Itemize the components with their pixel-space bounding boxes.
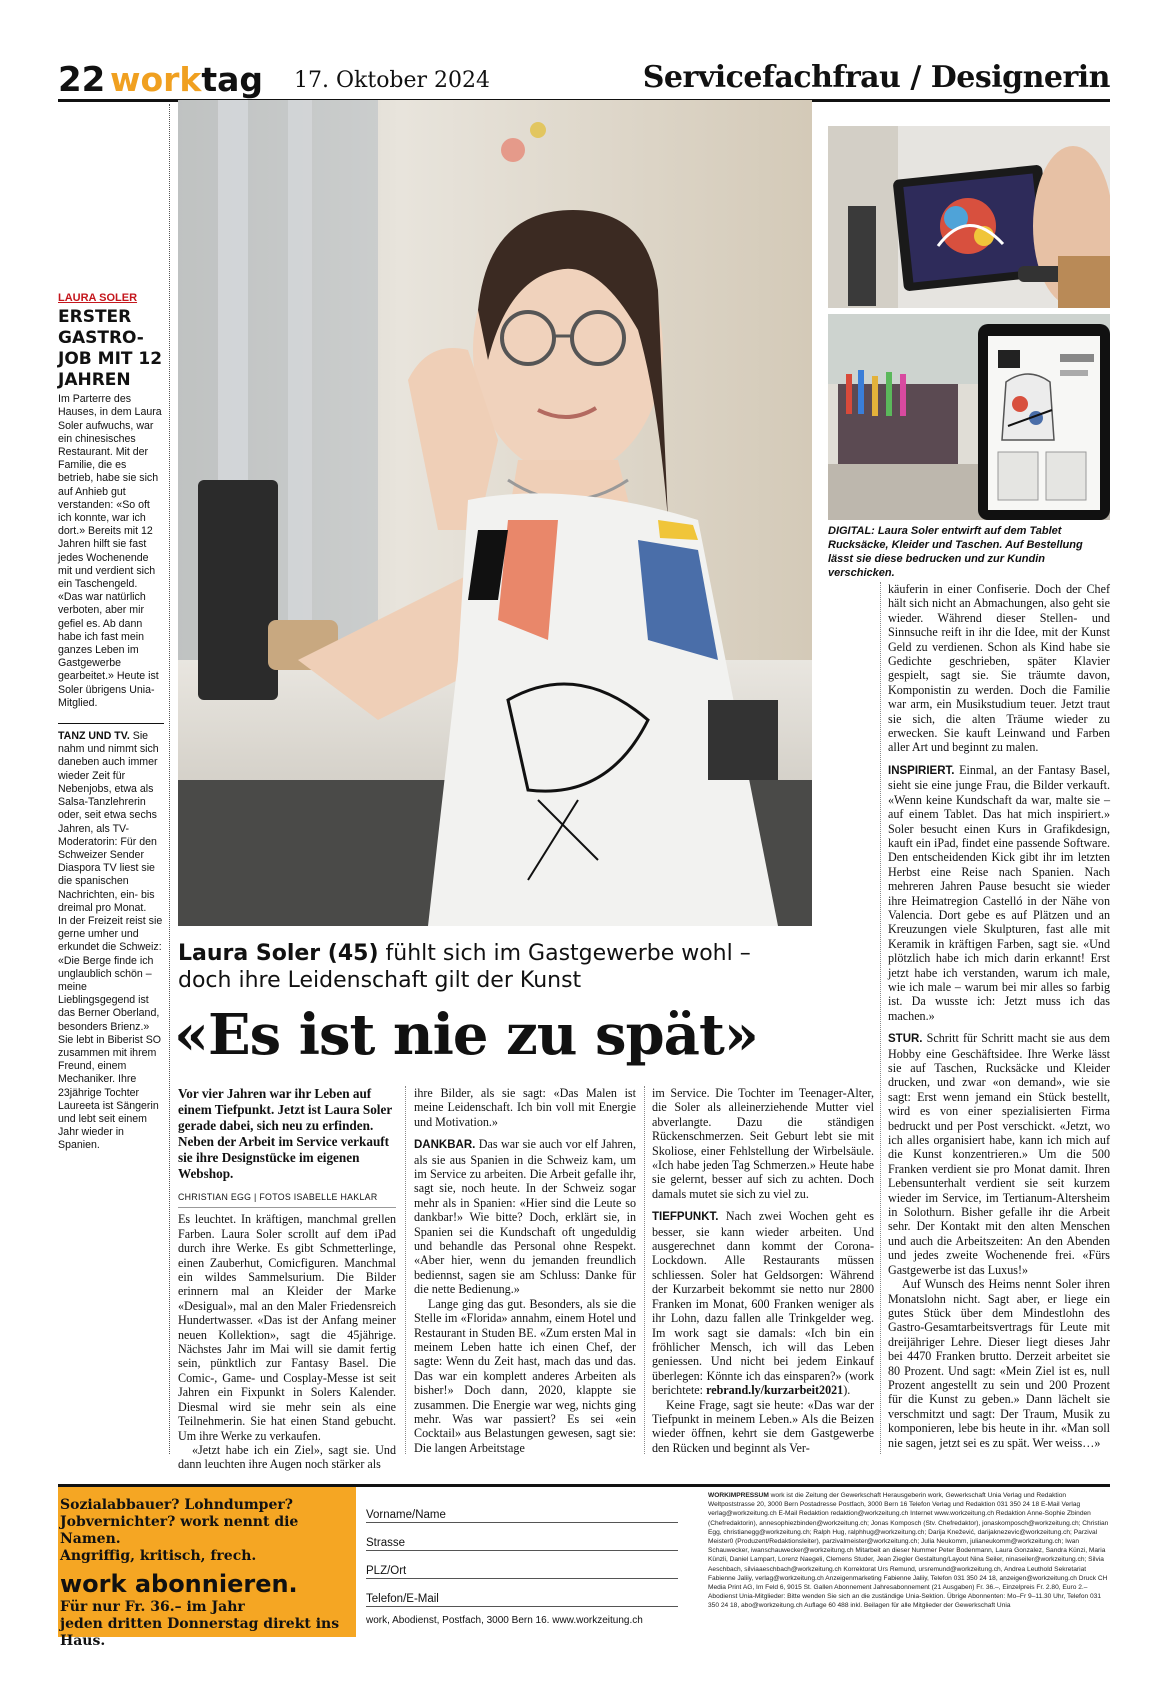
section-title: Servicefachfrau / Designerin (642, 60, 1110, 95)
paragraph: DANKBAR. Das war sie auch vor elf Jahren, als sie aus Spanien in die Schweiz kam, um im Service zu arbeiten. Die Arbeit gefalle ihr, sagt sie, noch heute. In der Schweiz sogar mehr als in Spanien: «Hier sind die Leute so dankbar!» Wie bitte? Doch, erklärt sie, in Spanien sei die Kundschaft oft ungeduldig und behandle das Personal ohne Respekt. «Aber hier, wenn du jemanden freundlich bediennst, sagen sie am Schluss: Danke für die nette Bedienung.» (414, 1137, 636, 1297)
article-deck: Laura Soler (45) fühlt sich im Gastgewerbe wohl – doch ihre Leidenschaft gilt der Kunst (178, 941, 751, 993)
portrait-photo (178, 100, 812, 926)
subhead: DANKBAR. (414, 1139, 476, 1152)
brand-logo: worktag (110, 60, 264, 99)
phone-email-field[interactable]: Telefon/E-Mail (366, 1593, 678, 1607)
article-headline: «Es ist nie zu spät» (174, 1002, 758, 1068)
issue-date: 17. Oktober 2024 (294, 68, 491, 93)
subhead: TIEFPUNKT. (652, 1211, 719, 1224)
subscription-form (360, 1487, 740, 1637)
paragraph: Auf Wunsch des Heims nennt Soler ihren Monatslohn nicht. Sagt aber, er liege ein gutes Stück über dem Mindestlohn des Gastro-Gesamtarbeitsvertrags für Leute mit dreijähriger Lehre. Dieser liegt dieses Jahr bei 4470 Franken brutto. Derzeit arbeitet sie 80 Prozent. Und sagt: «Mein Ziel ist es, null Prozent angestellt zu sein und 200 Prozent für die Kunst zu geben.» Dann lächelt sie verschmitzt und sagt: Der Traum, Musik zu komponieren, lebe bis heute in ihr. «Man soll nie sagen, jetzt sei es zu spät. Wer weiss…» (888, 1277, 1110, 1450)
sidebar-separator (58, 710, 164, 724)
paragraph-spacer (652, 1201, 874, 1209)
backpack-illustration (828, 314, 1110, 520)
page-header (58, 58, 1110, 102)
subhead: STUR. (888, 1033, 923, 1046)
article-column-3 (652, 1086, 874, 1455)
article-lead: Vor vier Jahren war ihr Leben auf einem Tiefpunkt. Jetzt ist Laura Soler gerade dabei, sich neu zu erfinden. Neben der Arbeit im Service verkauft sie ihre Designstücke im eigenen Webshop. (178, 1086, 392, 1181)
subscription-ad (58, 1487, 356, 1649)
ad-price: Für nur Fr. 36.– im Jahr (60, 1599, 245, 1615)
backpack-photo (828, 314, 1110, 520)
form-address: work, Abodienst, Postfach, 3000 Bern 16. www.workzeitung.ch (366, 1615, 643, 1626)
name-field[interactable]: Vorname/Name (366, 1509, 678, 1523)
paragraph: Lange ging das gut. Besonders, als sie die Stelle im «Florida» annahm, einem Hotel und Restaurant in Studen BE. «Zum ersten Mal in meinem Leben hatte ich einen Chef, der sagte: Wenn du Zeit hast, mach das und das. Das war ein komplett anderes Arbeiten als bisher!» Doch dann, 2020, klappte sie zusammen. Die Energie war weg, nichts ging mehr. Was war passiert? Es sei «ein Cocktail» aus Belastungen gewesen, sagt sie: Die langen Arbeitstage (414, 1296, 636, 1455)
ad-line: Angriffig, kritisch, frech. (60, 1548, 257, 1564)
paragraph: Es leuchtet. In kräftigen, manchmal grellen Farben. Laura Soler scrollt auf dem iPad durch ihre Werke. Es gibt Schmetterlinge, einen Zauberhut, Comicfiguren. Manchmal ein wildes Sammelsurium. Die Bilder erinnern mal an Kleider der Marke «Desigual», mal an den Maler Friedensreich Hundertwasser. «Das ist der Anfang meiner neuen Kollektion», sagt die 45jährige. Nächstes Jahr im Mai will sie damit fertig sein, pünktlich zur Fantasy Basel. Die Comic-, Game- und Cosplay-Messe ist seit Jahren ein Fixpunkt in Solers Kalender. Diesmal wird sie mehr sein als eine Teilnehmerin. Sie hat einen Stand gebucht. Um ihre Werke zu verkaufen. (178, 1212, 396, 1443)
sidebar-text: Im Parterre des Hauses, in dem Laura Soler aufwuchs, war ein chinesisches Restaurant. Mit der Familie, die es betrieb, habe sie sich auf Anhieb gut verstanden: «So oft ich konnte, war ich dort.» Bereits mit 12 Jahren hilft sie fast jedes Wochenende mit und verdient sich ein Taschengeld. «Das war natürlich verboten, aber mir gefiel es. Ab dann habe ich fast mein ganzes Leben im Gastgewerbe gearbeitet.» Heute ist Soler übrigens Unia-Mitglied. (58, 393, 162, 709)
zip-city-field[interactable]: PLZ/Ort (366, 1565, 678, 1579)
paragraph-spacer (888, 1023, 1110, 1031)
paragraph-spacer (414, 1129, 636, 1137)
paragraph: ihre Bilder, als sie sagt: «Das Malen ist meine Leidenschaft. Ich bin voll mit Energie und Motivation.» (414, 1086, 636, 1129)
article-column-4 (888, 582, 1110, 1450)
photo-caption: DIGITAL: Laura Soler entwirft auf dem Tablet Rucksäcke, Kleider und Taschen. Auf Bestellung lässt sie diese bedrucken und zur Kundin verschicken. (828, 525, 1083, 579)
article-link[interactable]: rebrand.ly/kurzarbeit2021 (706, 1383, 844, 1398)
paragraph: STUR. Schritt für Schritt macht sie aus dem Hobby eine Geschäftsidee. Ihre Werke lässt sie auf Taschen, Rucksäcke und Kleider drucken, und zwar «on demand», wie sie sagt: Erst wenn jemand ein Stück bestellt, wird es von einer spezialisierten Firma bedruckt und per Post verschickt. «Jetzt, wo ich alles organisiert habe, kann ich mich auf die Kunst konzentrieren.» Um die 500 Franken verdient sie pro Monat damit. Ihren Lebensunterhalt verdient sie seit kurzem wieder im Service, im Tertianum-Altersheim in Solothurn. Bisher gefalle ihr die Arbeit sehr. Der Kontakt mit den alten Menschen und auch die Arbeitszeiten: An den Abenden und jedes zweite Wochenende frei. «Fürs Gastgewerbe ist das Luxus!» (888, 1031, 1110, 1277)
subscribe-cta[interactable]: work abonnieren. (60, 1570, 298, 1598)
tablet-illustration (828, 126, 1110, 308)
subhead: INSPIRIERT. (888, 764, 955, 777)
page-number: 22 (58, 60, 106, 100)
street-field[interactable]: Strasse (366, 1537, 678, 1551)
paragraph: käuferin in einer Confiserie. Doch der Chef hält sich nicht an Abmachungen, also geht sie wieder. Während dieser Stellen- und Sinnsuche reift in ihr die Idee, mit der Kunst Geld zu verdienen. Schon als Kind habe sie Gedichte geschrieben, später Klavier gespielt, sagt sie. Sie träumte davon, Komponistin zu werden. Doch die Familie war arm, ein Musikstudium teuer. Jetzt traut sie sich, die alten Träume wieder zu erwecken. Sie kauft Leinwand und Farben aller Art und beginnt zu malen. (888, 582, 1110, 755)
ad-line: Jobvernichter? work nennt die Namen. (60, 1514, 299, 1547)
article-byline: CHRISTIAN EGG | FOTOS ISABELLE HAKLAR (178, 1190, 396, 1208)
column-divider (405, 1086, 406, 1454)
sidebar-headline: ERSTER GASTRO-JOB MIT 12 JAHREN (58, 307, 163, 391)
sidebar-text: TANZ UND TV. Sie nahm und nimmt sich daneben auch immer wieder Zeit für Nebenjobs, etwa als Salsa-Tanzlehrerin oder, seit etwa sechs Jahren, als TV-Moderatorin: Für den Schweizer Sender Diaspora TV liest sie die spanischen Nachrichten, ein- bis dreimal pro Monat. (58, 730, 159, 914)
ad-price: jeden dritten Donnerstag direkt ins Haus. (60, 1616, 340, 1649)
ad-line: Sozialabbauer? Lohndumper? (60, 1497, 293, 1513)
paragraph-spacer (888, 755, 1110, 763)
imprint: WORKIMPRESSUM work ist die Zeitung der Gewerkschaft Herausgeberin work, Gewerkschaft Unia Verlag und Redaktion Weltpoststrasse 20, 3000 Bern Postadresse Postfach, 3000 Bern 16 Telefon Verlag und Redaktion 031 350 24 18 E-Mail Verlag verlag@workzeitung.ch E-Mail Redaktion redaktion@workzeitung.ch Internet www.workzeitung.ch Redaktion Anne-Sophie Zbinden (Chefredaktorin), annesophiezbinden@workzeitung.ch; Jonas Komposch (Stv. Chefredaktor), jonaskomposch@workzeitung.ch; Christian Egg, christianegg@workzeitung.ch; Ralph Hug, ralphhug@workzeitung.ch; Darija Knežević, darijaknezevic@workzeitung.ch; Parzival Meister0 (Produzent/Redaktionsleiter), parzivalmeister@workzeitung.ch; Julia Neukomm, julianeukomm@workzeitung.ch; Iwan Schauwecker, iwanschauwecker@workzeitung.ch Mitarbeit an dieser Nummer Peter Bodenmann, Laura Gonzalez, Sandra Künzi, Maria Künzli, Daniel Lampart, Lorenz Naegeli, Clemens Studer, Jean Ziegler Gestaltung/Layout Nina Seiler, ninaseiler@workzeitung.ch; Silvia Aeschbach, silviaaeschbach@workzeitung.ch Korrektorat Urs Remund, ursremund@workzeitung.ch, Andrea Leuthold Sekretariat Fabienne Jaliiy, verlag@workzeitung.ch Anzeigenmarketing Fabienne Jaliiy, Telefon 031 350 24 18, anzeigen@workzeitung.ch Druck CH Media Print AG, Im Feld 6, 9015 St. Gallen Abonnement Jahresabonnement (21 Ausgaben) Fr. 36.–, Einzelpreis Fr. 2.80, Euro 2.– Abodienst Unia-Mitglieder: Bitte wenden Sie sich an die zuständige Unia-Sektion. Übrige Abonnenten: Mo–Fr 9–11.30 Uhr, Telefon 031 350 24 18, abo@workzeitung.ch Auflage 60 488 inkl. Beilagen für alle Mitglieder der Gewerkschaft Unia (708, 1492, 1109, 1610)
paragraph: TIEFPUNKT. Nach zwei Wochen geht es besser, sie kann wieder arbeiten. Und ausgerechnet dann kommt der Corona-Lockdown. Alle Restaurants müssen schliessen. Soler hat Geldsorgen: Während der Kurzarbeit bekommt sie netto nur 2800 Franken im Monat, 600 Franken weniger als ihr Lohn, dazu fallen alle Trinkgelder weg. Im work sagt sie damals: «Ich bin ein fröhlicher Mensch, ich will das Leben geniessen. Und nicht bei jedem Einkauf überlegen: Könnte ich das einsparen?» (work berichtete: rebrand.ly/kurzarbeit2021). (652, 1209, 874, 1398)
tablet-photo (828, 126, 1110, 308)
column-divider (880, 582, 881, 1454)
sidebar-box (58, 292, 164, 1153)
paragraph: INSPIRIERT. Einmal, an der Fantasy Basel, sieht sie eine junge Frau, die Bilder verkauft. «Wenn keine Kundschaft da war, malte sie – auf einem Tablet. Das hat mich inspiriert.» Soler besucht einen Kurs in Grafikdesign, kauft ein iPad, findet eine passende Software. Den entscheidenden Kick gibt ihr im letzten Herbst eine Reise nach Spanien. Nach mehreren Jahren Pause besucht sie wieder ihre Heimatregion Castelló in der Nähe von Valencia. Dort gebe es auf Plätzen und an Kreuzungen viele Skulpturen, fast alle mit Keramik in kräftigen Farben, sagt sie. «Und plötzlich habe ich mich darin erkannt! Erst jetzt habe ich verstanden, warum ich male, wie ich male – warum bei mir alles so farbig ist. Da wusste ich: Jetzt muss ich das machen.» (888, 762, 1110, 1023)
portrait-illustration (178, 100, 812, 926)
sidebar-text: In der Freizeit reist sie gerne umher und erkundet die Schweiz: «Die Berge finde ich unglaublich schön – meine Lieblingsgegend ist das Berner Oberland, besonders Brienz.» Sie lebt in Biberist SO zusammen mit ihrem Freund, einem Mechaniker. Ihre 23jährige Tochter Laureeta ist Sängerin und lebt seit einem Jahr wieder in Spanien. (58, 914, 163, 1152)
page-footer (58, 1484, 1110, 1649)
paragraph: Keine Frage, sagt sie heute: «Das war der Tiefpunkt in meinem Leben.» Als die Beizen wieder öffnen, kehrt sie dem Gastgewerbe den Rücken und beginnt als Ver- (652, 1397, 874, 1455)
paragraph: im Service. Die Tochter im Teenager-Alter, die Soler als alleinerziehende Mutter viel abverlangte. Dazu die ständigen Rückenschmerzen. Seit Geburt lebt sie mit Skoliose, einer Fehlstellung der Wirbelsäule. «Ich habe jeden Tag Schmerzen.» Heute habe sie gelernt, besser auf sich zu achten. Doch damals mutet sie sich zu viel zu. (652, 1086, 874, 1201)
paragraph: «Jetzt habe ich ein Ziel», sagt sie. Und dann leuchten ihre Augen noch stärker als (178, 1442, 396, 1472)
article-column-1 (178, 1086, 396, 1472)
column-divider (644, 1086, 645, 1454)
sidebar-divider (169, 104, 170, 1454)
article-column-2 (414, 1086, 636, 1455)
sidebar-kicker: LAURA SOLER (58, 292, 138, 304)
